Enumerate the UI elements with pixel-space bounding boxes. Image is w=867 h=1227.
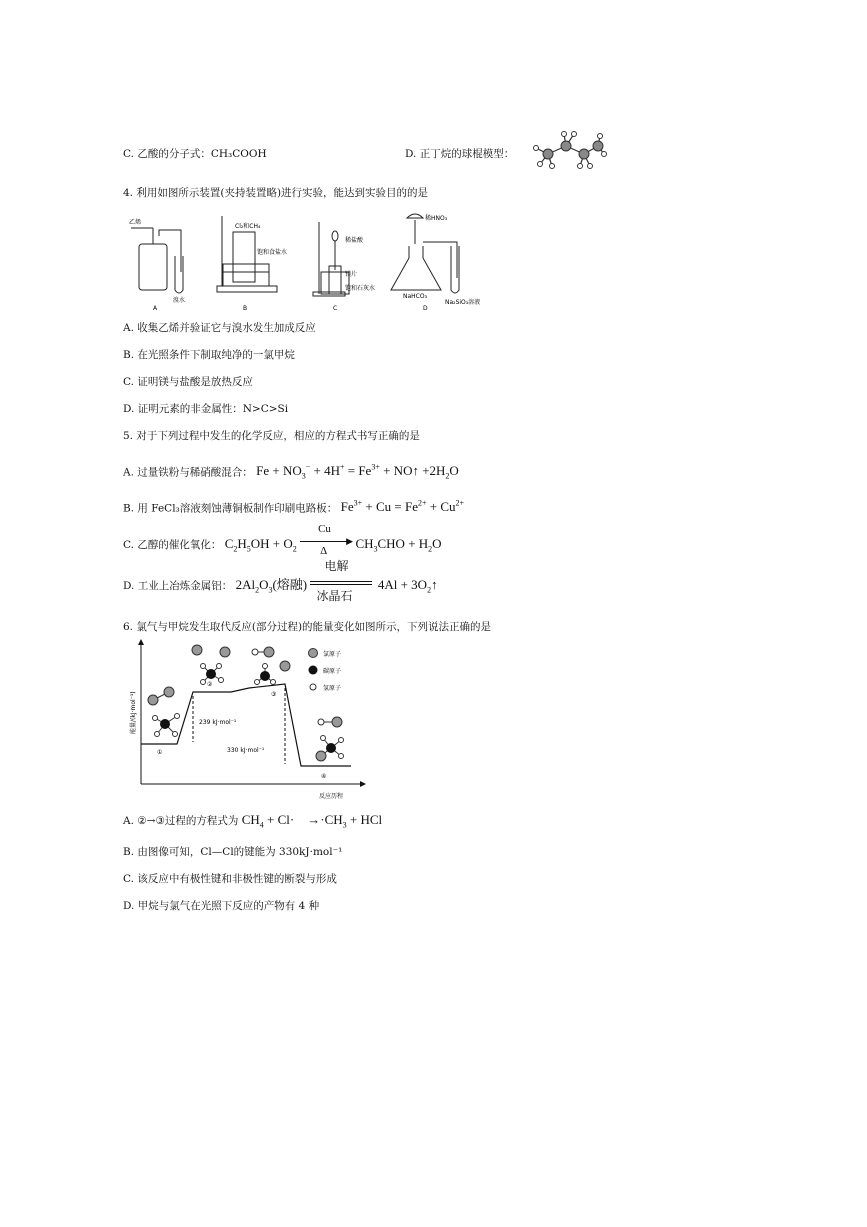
q4-option-a: A. 收集乙烯并验证它与溴水发生加成反应 [123, 322, 316, 334]
q5-stem: 5. 对于下列过程中发生的化学反应，相应的方程式书写正确的是 [123, 430, 420, 442]
q5-arrow-d: 电解 冰晶石 [310, 575, 374, 589]
label-b: B [243, 305, 248, 312]
label-bromine-water: 溴水 [173, 297, 186, 304]
label-a: A [153, 305, 158, 312]
label-cl2-ch4: Cl₂和CH₄ [235, 223, 261, 230]
q4-option-b: B. 在光照条件下制取纯净的一氯甲烷 [123, 349, 295, 361]
label-brine: 饱和食盐水 [257, 249, 288, 256]
x-axis-label: 反应历程 [319, 793, 344, 800]
label-d: D [423, 305, 428, 312]
q4-option-c: C. 证明镁与盐酸是放热反应 [123, 376, 253, 388]
label-c: C [333, 305, 338, 312]
state-1: ① [157, 749, 163, 756]
legend-carbon: 碳原子 [323, 668, 342, 675]
energy-330: 330 kJ·mol⁻¹ [227, 747, 265, 754]
q6-energy-diagram [123, 636, 373, 804]
label-dilute-hno3: 稀HNO₃ [425, 215, 448, 222]
q5-equation-b: $Fe^{3+} + Cu = Fe^{2+} + Cu^{2+}$ [340, 499, 465, 515]
energy-239: 239 kJ·mol⁻¹ [199, 719, 237, 726]
q3-option-c: C. 乙酸的分子式：CH₃COOH [123, 148, 267, 160]
label-ethylene: 乙烯 [129, 219, 142, 226]
q5-option-a: A. 过量铁粉与稀硝酸混合： $Fe + NO_3^- + 4H^+ = Fe^{3+}$ + NO↑ $+2H_2O$ [123, 463, 459, 481]
q6-option-a: A. ②→③过程的方程式为 $CH_4 + Cl\cdot$ $\to\cdot CH_3$ + HCl [123, 812, 383, 830]
q4-option-d: D. 证明元素的非金属性：N>C>Si [123, 403, 289, 415]
label-limewater: 饱和石灰水 [345, 285, 376, 292]
state-2: ② [207, 681, 213, 688]
q6-option-c: C. 该反应中有极性键和非极性键的断裂与形成 [123, 873, 337, 885]
label-magnesium: 镁片 [345, 271, 358, 278]
q6-option-b: B. 由图像可知，Cl—Cl的键能为 330kJ·mol⁻¹ [123, 846, 343, 858]
state-4: ④ [321, 773, 327, 780]
q4-apparatus-figure [123, 206, 481, 314]
legend-hydrogen: 氢原子 [323, 685, 342, 692]
q5-arrow-c: Cu ▶ Δ [300, 534, 352, 548]
q5-option-b: B. 用 FeCl₃溶液刻蚀薄铜板制作印刷电路板： $Fe^{3+} + Cu = Fe^{2+} + Cu^{2+}$ [123, 499, 465, 515]
q4-stem: 4. 利用如图所示装置(夹持装置略)进行实验，能达到实验目的的是 [123, 187, 429, 199]
q6-stem: 6. 氯气与甲烷发生取代反应(部分过程)的能量变化如图所示，下列说法正确的是 [123, 621, 492, 633]
q6-option-d: D. 甲烷与氯气在光照下反应的产物有 4 种 [123, 900, 320, 912]
legend-chlorine: 氯原子 [323, 651, 342, 658]
label-dilute-hcl: 稀盐酸 [345, 237, 364, 244]
label-nahco3: NaHCO₃ [403, 293, 427, 300]
y-axis-label: 能量/(kJ·mol⁻¹) [130, 691, 137, 734]
label-na2sio3: Na₂SiO₃溶液 [445, 299, 481, 306]
butane-ball-stick-model [528, 126, 610, 174]
state-3: ③ [271, 691, 277, 698]
q5-option-c: C. 乙醇的催化氧化： $C_2H_5OH + O_2$ Cu ▶ Δ $CH_3CHO + H_2O$ [123, 523, 442, 557]
q3-option-d: D. 正丁烷的球棍模型： [405, 148, 515, 160]
q5-option-d: D. 工业上冶炼金属铝： $2Al_2O_3$(熔融) 电解 冰晶石 $4Al + 3O_2↑$ [123, 559, 438, 603]
q6-equation-a: $CH_4 + Cl\cdot$ $\to\cdot CH_3$ + HCl [241, 812, 383, 830]
q5-equation-a: $Fe + NO_3^- + 4H^+ = Fe^{3+}$ + NO↑ $+2H_2O$ [256, 463, 459, 481]
